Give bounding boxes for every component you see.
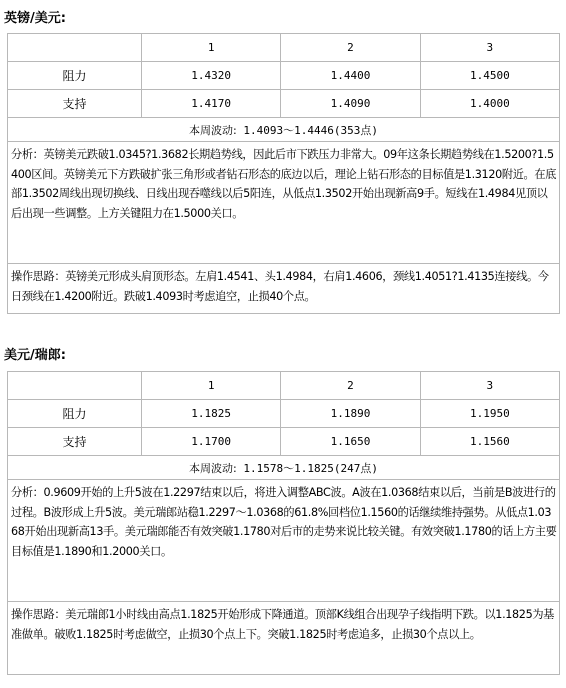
- resistance-3: 1.4500: [420, 62, 559, 90]
- strategy-text: 操作思路：美元瑞郎1小时线由高点1.1825开始形成下降通道。顶部K线组合出现孕子线指明下跌。以1.1825为基准做单。破败1.1825时考虑做空，止损30个点上下。突破1.1825时考虑追多，止损30个点以上。: [8, 602, 560, 675]
- support-label: 支持: [8, 90, 142, 118]
- resistance-row: [8, 400, 560, 428]
- header-col-1: 1: [142, 34, 281, 62]
- support-3: 1.4000: [420, 90, 559, 118]
- header-row: [8, 34, 560, 62]
- weekly-range-label: 本周波动:: [189, 123, 237, 137]
- resistance-label: 阻力: [8, 62, 142, 90]
- header-col-3: 3: [420, 372, 559, 400]
- section-title-gbpusd: 英镑/美元:: [4, 11, 66, 26]
- weekly-range: [8, 118, 560, 142]
- header-col-2: 2: [281, 372, 420, 400]
- resistance-1: 1.1825: [142, 400, 281, 428]
- weekly-range-row: [8, 118, 560, 142]
- section-title-usdchf: 美元/瑞郎:: [4, 348, 66, 363]
- resistance-2: 1.1890: [281, 400, 420, 428]
- header-blank: [8, 372, 142, 400]
- weekly-range-row: [8, 456, 560, 480]
- support-row: [8, 90, 560, 118]
- support-1: 1.1700: [142, 428, 281, 456]
- header-blank: [8, 34, 142, 62]
- support-2: 1.4090: [281, 90, 420, 118]
- resistance-2: 1.4400: [281, 62, 420, 90]
- support-label: 支持: [8, 428, 142, 456]
- header-col-1: 1: [142, 372, 281, 400]
- strategy-row: [8, 264, 560, 314]
- analysis-row: [8, 480, 560, 602]
- strategy-row: [8, 602, 560, 675]
- weekly-range-label: 本周波动:: [189, 461, 237, 475]
- resistance-label: 阻力: [8, 400, 142, 428]
- resistance-1: 1.4320: [142, 62, 281, 90]
- support-row: [8, 428, 560, 456]
- weekly-range-value: 1.1578～1.1825(247点): [243, 461, 378, 475]
- usdchf-table: [7, 371, 560, 675]
- header-col-2: 2: [281, 34, 420, 62]
- analysis-text: 分析：英镑美元跌破1.0345?1.3682长期趋势线，因此后市下跌压力非常大。09年这条长期趋势线在1.5200?1.5400区间。英镑美元下方跌破扩张三角形或者钻石形态的底边以后，理论上钻石形态的目标值是1.3120附近。在底部1.3502周线出现切换线、日线出现吞噬线以后5阳连，从低点1.3502开始出现新高9手。短线在1.4984见顶以后出现一些调整。上方关键阻力在1.5000关口。: [8, 142, 560, 264]
- support-2: 1.1650: [281, 428, 420, 456]
- analysis-text: 分析：0.9609开始的上升5波在1.2297结束以后，将进入调整ABC波。A波在1.0368结束以后，当前是B波进行的过程。B波形成上升5波。美元瑞郎站稳1.2297～1.0368的61.8%回档位1.1560的话继续维持强势。从低点1.0368开始出现新高13手。美元瑞郎能否有效突破1.1780对后市的走势来说比较关键。有效突破1.1780的话上方主要目标值是1.1890和1.2000关口。: [8, 480, 560, 602]
- header-row: [8, 372, 560, 400]
- header-col-3: 3: [420, 34, 559, 62]
- resistance-3: 1.1950: [420, 400, 559, 428]
- weekly-range: [8, 456, 560, 480]
- support-3: 1.1560: [420, 428, 559, 456]
- gbpusd-table: [7, 33, 560, 314]
- support-1: 1.4170: [142, 90, 281, 118]
- weekly-range-value: 1.4093～1.4446(353点): [243, 123, 378, 137]
- resistance-row: [8, 62, 560, 90]
- analysis-row: [8, 142, 560, 264]
- strategy-text: 操作思路：英镑美元形成头肩顶形态。左肩1.4541、头1.4984，右肩1.4606，颈线1.4051?1.4135连接线。今日颈线在1.4200附近。跌破1.4093时考虑追空，止损40个点。: [8, 264, 560, 314]
